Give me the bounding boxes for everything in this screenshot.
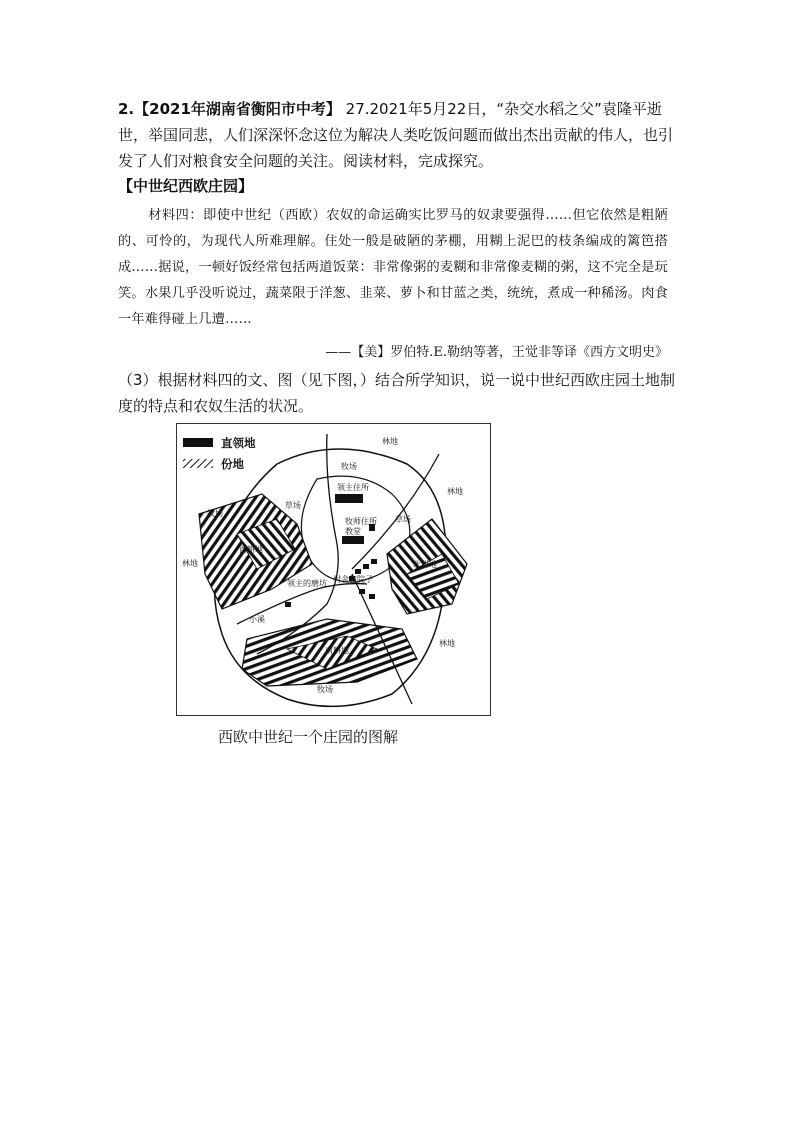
- label-priest-residence: 牧师住所: [345, 517, 377, 526]
- label-forest-left: 林地: [182, 559, 198, 568]
- manor-diagram: [176, 423, 491, 716]
- label-forest-top: 林地: [382, 437, 398, 446]
- label-pasture-top: 牧场: [341, 462, 357, 471]
- church-block: [342, 536, 364, 544]
- label-meadow-left: 草场: [285, 501, 301, 510]
- figure-caption: 西欧中世纪一个庄园的图解: [218, 728, 399, 746]
- legend-tenancy-swatch: [183, 459, 213, 468]
- label-south-field: 南耕地: [325, 646, 349, 655]
- lord-residence-block: [335, 494, 363, 503]
- legend-demesne: 直领地: [221, 436, 256, 450]
- material-passage: [118, 203, 668, 333]
- question-number: 2.: [118, 100, 135, 118]
- manor-diagram-svg: [177, 424, 490, 715]
- material-text: 即使中世纪（西欧）农奴的命运确实比罗马的奴隶要强得……但它依然是粗陋的、可怜的，为现代人所难理解。住处一般是破陋的茅棚，用糊上泥巴的枝条编成的篱笆搭成……据说，一顿好饭经常包括两道饭菜：非常像粥的麦糊和非常像麦糊的粥，这不完全是玩笑。水果几乎没听说过，蔬菜限于洋葱、韭菜、萝卜和甘蓝之类，统统，煮成一种稀汤。肉食一年难得碰上几遭……: [118, 208, 668, 327]
- label-forest-right: 林地: [447, 487, 463, 496]
- label-north-field: 北耕地: [413, 560, 437, 569]
- section-title: 【中世纪西欧庄园】: [118, 177, 254, 195]
- question-source: 【2021年湖南省衡阳市中考】: [134, 100, 341, 118]
- label-stream: 小溪: [249, 615, 265, 624]
- material-label: 材料四：: [148, 208, 204, 223]
- label-church: 教堂: [345, 527, 361, 536]
- label-lord-mill: 领主的磨坊: [287, 579, 327, 588]
- question-stem: [118, 96, 678, 174]
- label-lord-residence: 领主住所: [337, 483, 369, 492]
- label-pasture-left: 牧场: [207, 509, 223, 518]
- label-forest-bottom-right: 林地: [439, 639, 455, 648]
- legend-demesne-swatch: [183, 438, 213, 447]
- question-text: 27.2021年5月22日，“杂交水稻之父”袁隆平逝世，举国同悲，人们深深怀念这位为解决人类吃饭问题而做出杰出贡献的伟人，也引发了人们对粮食安全问题的关注。阅读材料，完成探究。: [118, 100, 674, 170]
- label-west-field: 西耕地: [239, 545, 263, 554]
- label-meadow-right: 草场: [395, 515, 411, 524]
- sub-question: （3）根据材料四的文、图（见下图，）结合所学知识，说一说中世纪西欧庄园土地制度的特点和农奴生活的状况。: [118, 371, 676, 415]
- material-citation: ——【美】罗伯特.E.勒纳等著，王觉非等译《西方文明史》: [325, 345, 668, 360]
- legend-tenancy: 份地: [221, 457, 244, 471]
- label-village: 村舍和院子: [333, 575, 373, 584]
- label-pasture-bottom: 牧场: [317, 685, 333, 694]
